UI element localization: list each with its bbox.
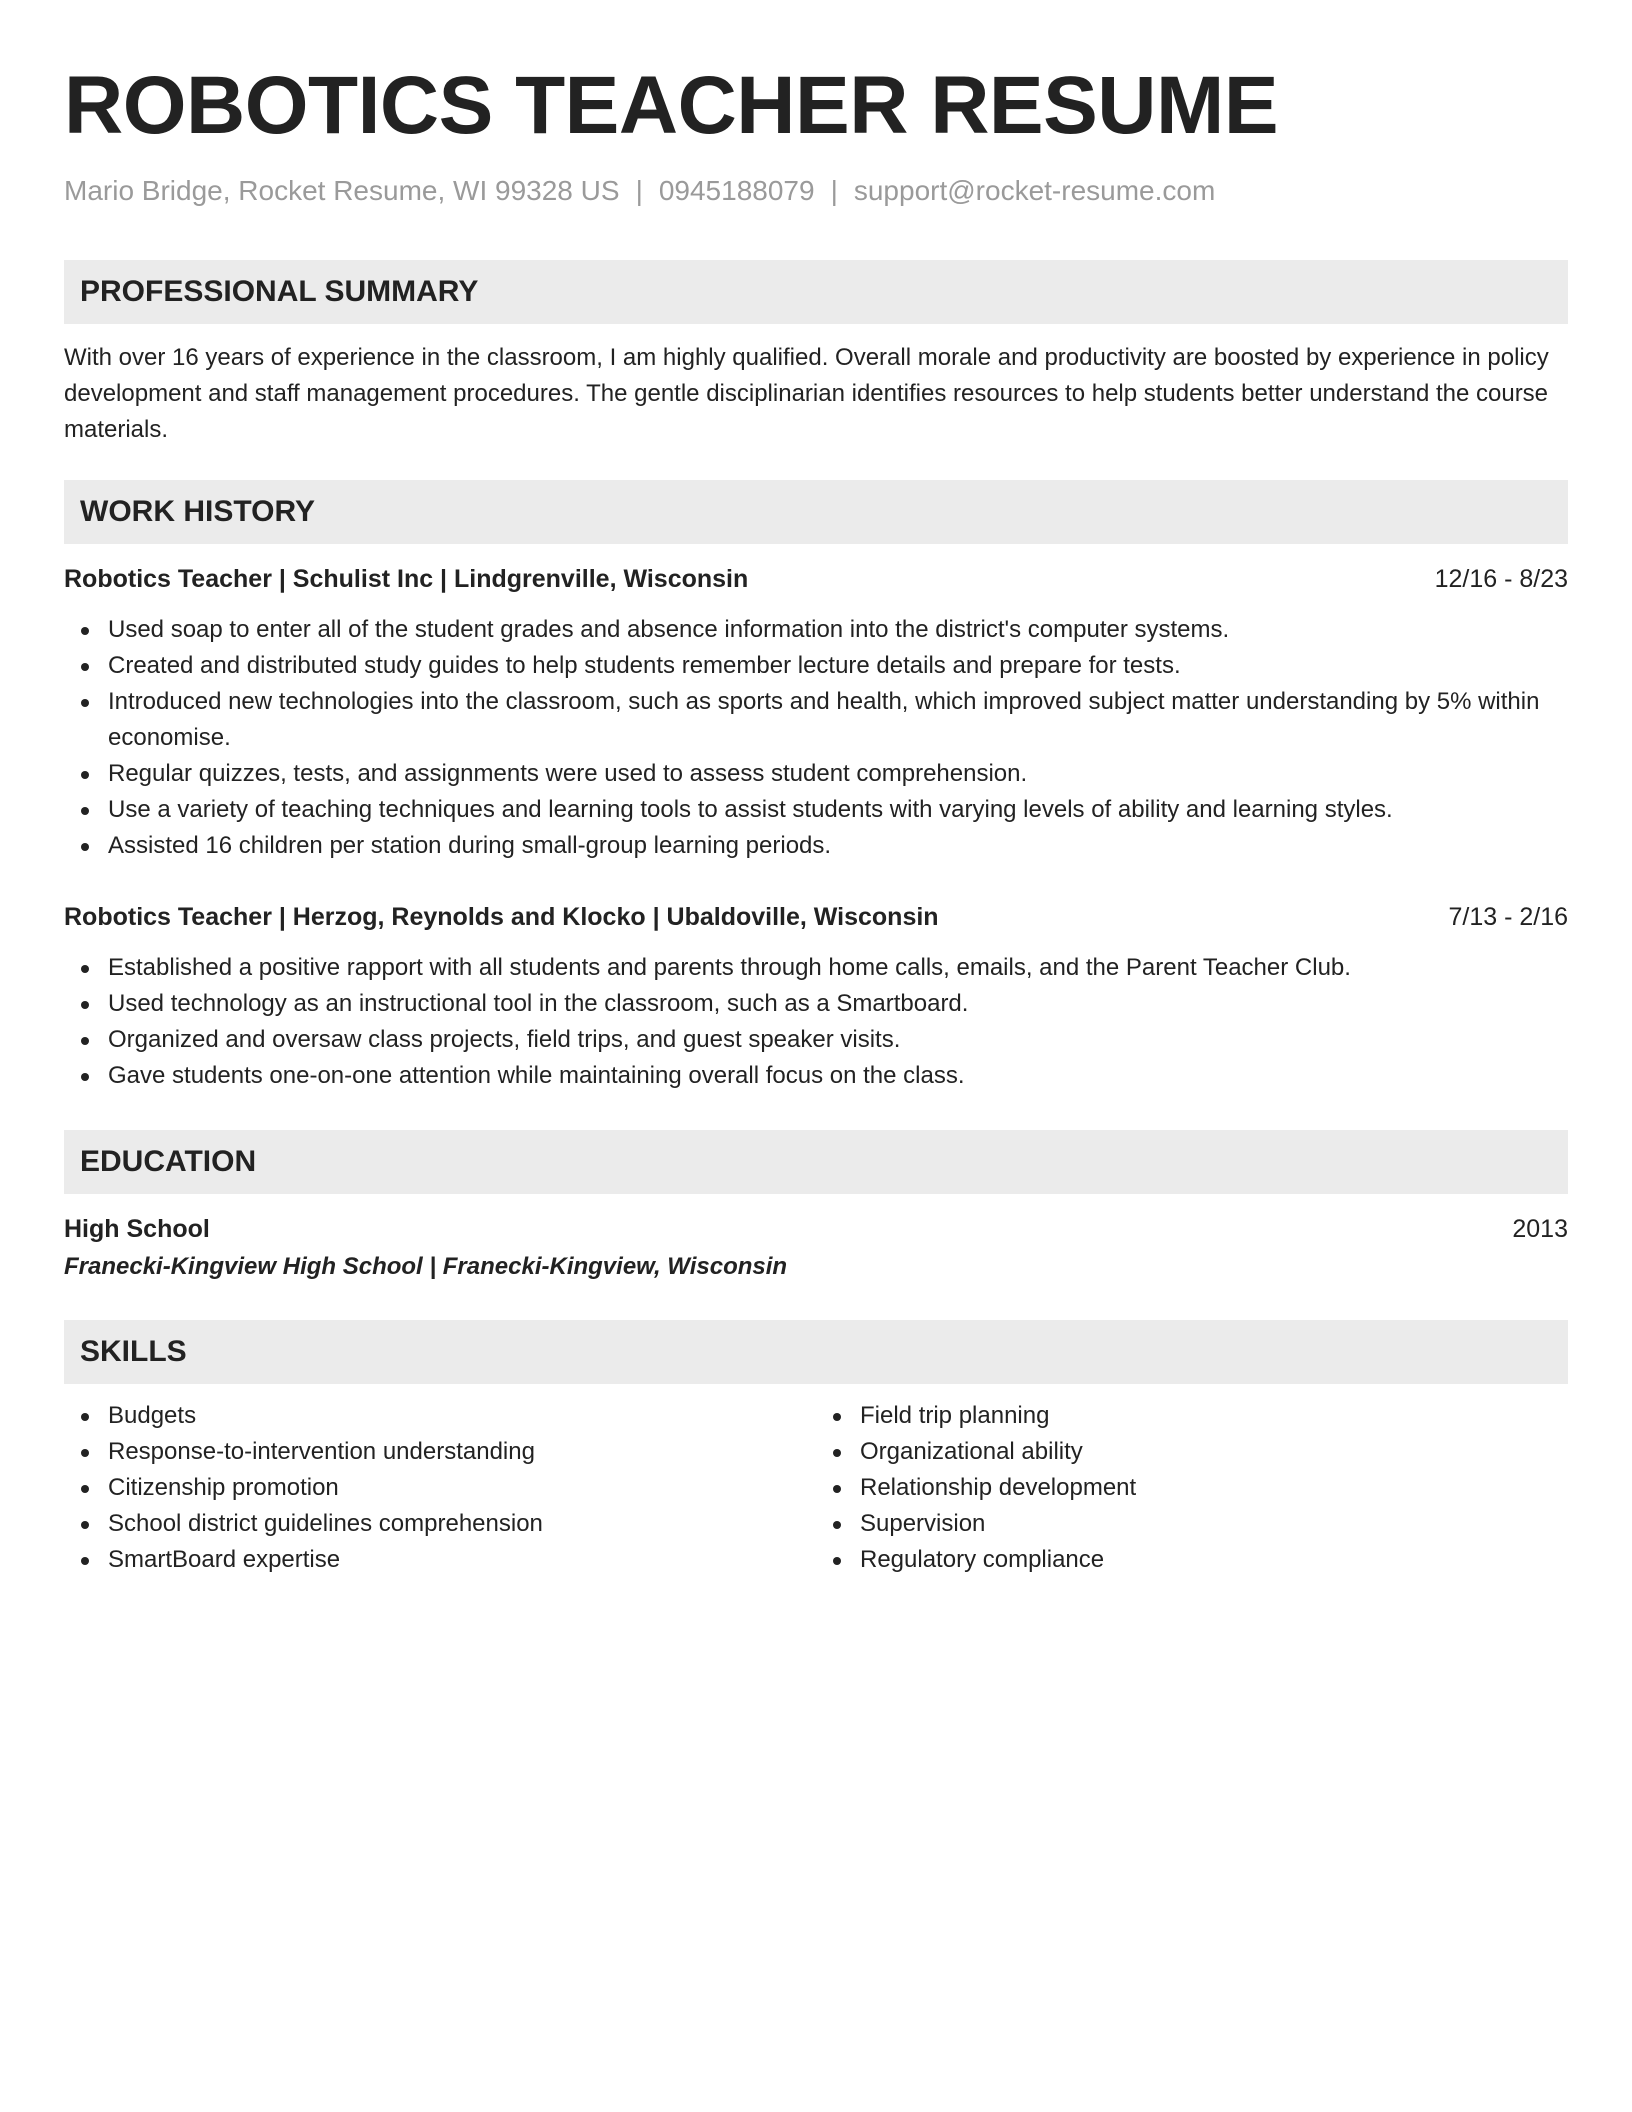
education-degree: High School [64, 1215, 210, 1243]
job-bullet: Used technology as an instructional tool in the classroom, such as a Smartboard. [108, 986, 1568, 1022]
skills-column-left [64, 1398, 816, 1578]
contact-phone: 0945188079 [658, 175, 815, 206]
job-bullet: Used soap to enter all of the student grades and absence information into the district's computer systems. [108, 612, 1568, 648]
job-entry [64, 900, 1568, 1094]
skill-item: Organizational ability [860, 1434, 1568, 1470]
job-header [64, 900, 1568, 934]
section-header-work-history: WORK HISTORY [64, 480, 1568, 544]
job-bullet: Regular quizzes, tests, and assignments were used to assess student comprehension. [108, 756, 1568, 792]
skill-item: Supervision [860, 1506, 1568, 1542]
education-header [64, 1212, 1568, 1246]
job-title: Robotics Teacher | Herzog, Reynolds and Klocko | Ubaldoville, Wisconsin [64, 903, 939, 931]
skill-item: Response-to-intervention understanding [108, 1434, 816, 1470]
skill-item: Relationship development [860, 1470, 1568, 1506]
job-header [64, 562, 1568, 596]
job-bullets [64, 612, 1568, 864]
skills-column-right [816, 1398, 1568, 1578]
skill-item: Citizenship promotion [108, 1470, 816, 1506]
contact-line [64, 174, 1568, 208]
job-dates: 7/13 - 2/16 [1448, 903, 1568, 931]
job-entry [64, 562, 1568, 864]
summary-text: With over 16 years of experience in the classroom, I am highly qualified. Overall morale and productivity are boosted by experience in policy development and staff management procedures. The gentle disciplinarian identifies resources to help students better understand the course materials. [64, 344, 1549, 443]
contact-separator: | [830, 175, 838, 206]
job-dates: 12/16 - 8/23 [1434, 565, 1568, 593]
skill-item: SmartBoard expertise [108, 1542, 816, 1578]
job-bullet: Organized and oversaw class projects, field trips, and guest speaker visits. [108, 1022, 1568, 1058]
skills-list-right [816, 1398, 1568, 1578]
contact-address: Mario Bridge, Rocket Resume, WI 99328 US [64, 175, 620, 206]
skills-columns [64, 1398, 1568, 1578]
job-bullets [64, 950, 1568, 1094]
job-bullet: Assisted 16 children per station during small-group learning periods. [108, 828, 1568, 864]
skill-item: Regulatory compliance [860, 1542, 1568, 1578]
contact-email: support@rocket-resume.com [853, 175, 1216, 206]
job-bullet: Introduced new technologies into the classroom, such as sports and health, which improved subject matter understanding by 5% within economise. [108, 684, 1568, 756]
skills-list-left [64, 1398, 816, 1578]
section-header-education: EDUCATION [64, 1130, 1568, 1194]
education-school: Franecki-Kingview High School | Franecki-Kingview, Wisconsin [64, 1253, 788, 1280]
skill-item: Field trip planning [860, 1398, 1568, 1434]
skill-item: School district guidelines comprehension [108, 1506, 816, 1542]
section-header-summary: PROFESSIONAL SUMMARY [64, 260, 1568, 324]
job-title: Robotics Teacher | Schulist Inc | Lindgrenville, Wisconsin [64, 565, 749, 593]
skill-item: Budgets [108, 1398, 816, 1434]
section-header-skills: SKILLS [64, 1320, 1568, 1384]
education-year: 2013 [1512, 1215, 1568, 1243]
resume-title: ROBOTICS TEACHER RESUME [64, 60, 1279, 151]
job-bullet: Gave students one-on-one attention while maintaining overall focus on the class. [108, 1058, 1568, 1094]
job-bullet: Established a positive rapport with all students and parents through home calls, emails, and the Parent Teacher Club. [108, 950, 1568, 986]
job-bullet: Use a variety of teaching techniques and learning tools to assist students with varying levels of ability and learning styles. [108, 792, 1568, 828]
contact-separator: | [635, 175, 643, 206]
job-bullet: Created and distributed study guides to help students remember lecture details and prepare for tests. [108, 648, 1568, 684]
